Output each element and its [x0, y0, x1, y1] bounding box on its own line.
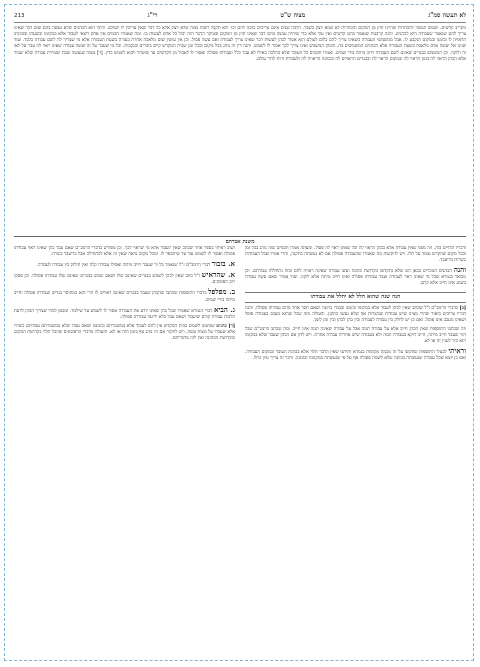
paragraph [245, 348, 466, 362]
running-header [14, 12, 466, 23]
paragraph-lead: ג. הביא [214, 304, 235, 314]
paragraph: ודבריו תלויים בזה, וזה מפני שאין עבודה אלא בכהן הראוי לה וכל שאינו ראוי לה פסול. ומעתה אמרו חכמים שזה נוהג בכל זמן ובכל מקום שהקדש עומד על תלו. ויש להקשות מה שאמרו שהעבודה פסולה אם לא נעשתה כתקנה, והרי אמרו שכל העבודות כשרות בדיעבד. [245, 246, 466, 264]
paragraph-lead: א. בזבור [211, 259, 235, 269]
paragraph-lead: [ד] כהנים [216, 323, 235, 329]
section-heading: הנה שנה שהוא חלל לא יחלל את עבודתו [245, 292, 466, 303]
header-right-title: לא תעשה סמ"ג [428, 12, 466, 20]
paragraph: וזה שכתבו התוספות שאין הכהן חייב אלא על עבודה תמה אבל על עבודה שאינה תמה אינו חייב. ומה שכתב הרמב"ם שכל הזר שעבד חייב מיתה, היינו דוקא בעבודה תמה ולא בעבודה שיש אחריה עבודה אחרת. ויש לדון אם הכהן שעבד שלא במקומו הוא כזר לענין זה או לא. [245, 326, 466, 345]
paragraph-lead: א. שהראיש [201, 270, 235, 280]
main-text-block: מקריב קדשים. ושמש העשוי להכתרות שהיינו חוץ מן המקום והכתרות לא שמא יוצק בשבר. הלכה שנים אינם צריכים כוונה להם וכו׳ ולא תקבל רשות ממה שלא יוצק אלא כל דבר שאין צריכין לו לעולם. והיכי הוא הכהנים שלא נעשה בהם שום דבר שאינו צריך להם שנאמר שעבודה היא לכהנים. והנה קרבנות שנאמר בהם קדשים ואין עוד אלא כדי שיהיה נעשה בהם דבר שאינו חוץ מן המקום ובעיקר הדבר הזה יכול כל אדם לעשות בו. ומה שאמרו חכמים אין אדם רשאי לעבוד אלא במקומו ובשעתו ובכוונתו הראויה לו ובזמנו ובמקום הנקבע לו. אבל ממשמשי העבודה כשאינו צריך להם כלום לעולם הוא אסור לכהן לעשות דבר שאינו צריך לעבודה ואם עשה פסול. וכן אין עושין שום מלאכה אחרת בעזרה בשעת העבודה אלא מי שצריך לה לשם עבודה בלבד. ועוד שנינו אל יעשה אדם מלאכה בשעת העבודה אלא הכהנים המשמשים בה. והכהן המשמש ואינו צריך לכך אסור לו לשמש. והנה דין זה נוהג בכל מקום ובכל זמן שבית המקדש קיים בזכרים ובנקבות. וכל מי שעבר על זה ועשה עבודה שאינו ראוי לה עבר על לאו זה ולוקה. וכן המשמש בבגדים שאינם לשם העבודה חייב מיתה בידי שמים. ואמרו חכמים כל העובד שלא כהלכה כאילו לא עבד כלל ועבודתו פסולה ואסור לו לאכול מן הקדשים עד שיטהר ויבוא לשמש כדין. [ד] מצוה שנעשה שבת ושמירת עבודה שלא יעבוד אלא הכהן הראוי לה בזמן הראוי לה ובמקום הראוי לה ובבגדים הראויים לה ובכוונה הראויה לה ולעבודת זרות לדור עולם. [14, 26, 466, 62]
paragraph [14, 304, 235, 321]
paragraph-lead: והנה [453, 265, 466, 275]
paragraph [14, 261, 235, 269]
document-page [14, 12, 466, 652]
divider-rule [14, 236, 466, 237]
paragraph-lead: ב. מפלפל [208, 287, 235, 297]
commentary-column-right [245, 246, 466, 651]
paragraph-text: דברי הרמב"ם ז"ל שנאמר כל זר שעבד חייב מיתה ואפילו עבודה קלה ואין חילוק בין עבודה לעבודה. [36, 263, 211, 269]
paragraph [245, 267, 466, 287]
paragraph [14, 324, 235, 342]
commentary-column-left [14, 246, 235, 651]
paragraph [14, 289, 235, 303]
paragraph [14, 272, 235, 286]
paragraph-text: דברי הגמרא שאמרו שכל כהן שאינו יודע את העבודה אסור לו לשמש עד שילמד. ומכאן למדו שצריך הכהן לדעת הלכות עבודה קודם שיעבוד ושאם עבד בלא ידיעה עבודתו פסולה. [14, 308, 235, 320]
paragraph-text: ז"ל כתב שאין לכהן לשמש בבגדים שאינם שלו ושאם שמש בבגדים שאינם שלו עבודתו פסולה. וכן פסקו רוב הפוסקים. [14, 274, 235, 286]
commentary-title: משנת אברהם [225, 239, 255, 245]
paragraph-text: בדברי הרמב"ם ז"ל שכתב שאין לכהן לעבוד אלא במקומו ובזמנו ובבגדי כהונה ושאם חסר אחד מהם עבודתו פסולה. והנה דבריו צריכים ביאור שהרי מצינו שיש עבודות שכשרות אף שלא נעשו כתקנן. והעולה מזה שכל שהוא מעכב בעבודה פוסל ושאינו מעכב אינו פוסל. ואם כן יש לחלק בין עבודה לעבודה ובין כהן לכהן ובין זמן לזמן. [245, 305, 466, 323]
paragraph-text: הכהנים הנזכרים בכאן הם שלא נתקדשו בקדושת כהונה ועשו עבודה שאינה ראויה להם ובזה נתחללה עבודתם. וכן מבואר בגמרא שכל מי שאינו ראוי לעבודה ועבד עבודתו פסולה ואינו חייב מיתה אלא לוקה. ועוד אמרו שאם עשה עבודה בשוגג אינו חייב אלא קרבן. [245, 269, 466, 287]
header-left-page: רי"ג [147, 12, 158, 20]
paragraph-lead: וראיתי [448, 346, 466, 356]
page-number: 213 [14, 13, 25, 20]
paragraph-text: בדברי התוספות שכתבו שהכהן שעבד בבגדים שאינם ראויים לו הרי הוא כמחוסר בגדים ועבודתו פסולה וחייב מיתה בידי שמים. [14, 291, 235, 303]
paragraph-text: לבעלי התוספות שהקשו על זה מכמה מקומות בגמרא ותירצו שאין הדבר תלוי אלא בכוונת העובד ובמקום העבודה. ואם כן יוצא שכל עבודה שנעשתה בכוונה שלא לשמה פסולה אף על פי שנעשתה במקומה ובזמנה. ודבר זה צריך עיון גדול. [245, 350, 466, 362]
header-center-title: מצוה ש"ט [280, 12, 306, 20]
paragraph [245, 306, 466, 324]
paragraph-lead: [ב] [459, 305, 466, 311]
paragraph: ושוב ראיתי בספר אחר שכתב שאין לעבוד אלא מי שראוי לכך. וכן מפורש בדברי הרמב"ם שאם עבד כהן שאינו ראוי עבודתו פסולה ואסור לו לשמש עוד עד שיתכפר לו. ומכל מקום נראה שאין זה אלא לכתחילה אבל בדיעבד כשרה. [14, 246, 235, 258]
paragraph-text: שנתמנו לשמש בבית המקדש אין להם לעבוד אלא במשמרתם ובזמנם ושאם עבדו שלא במשמרתם עבודתם כשרה אלא שעברו על מצות עשה. ויש לחקור אם זה נוהג אף בזמן הזה או לא. והעולה מדברי הראשונים שהכל תלוי בקדושת המקום ובקדושת הכהונה ואין לזוז מדבריהם. [14, 323, 235, 342]
commentary-columns [14, 246, 466, 651]
